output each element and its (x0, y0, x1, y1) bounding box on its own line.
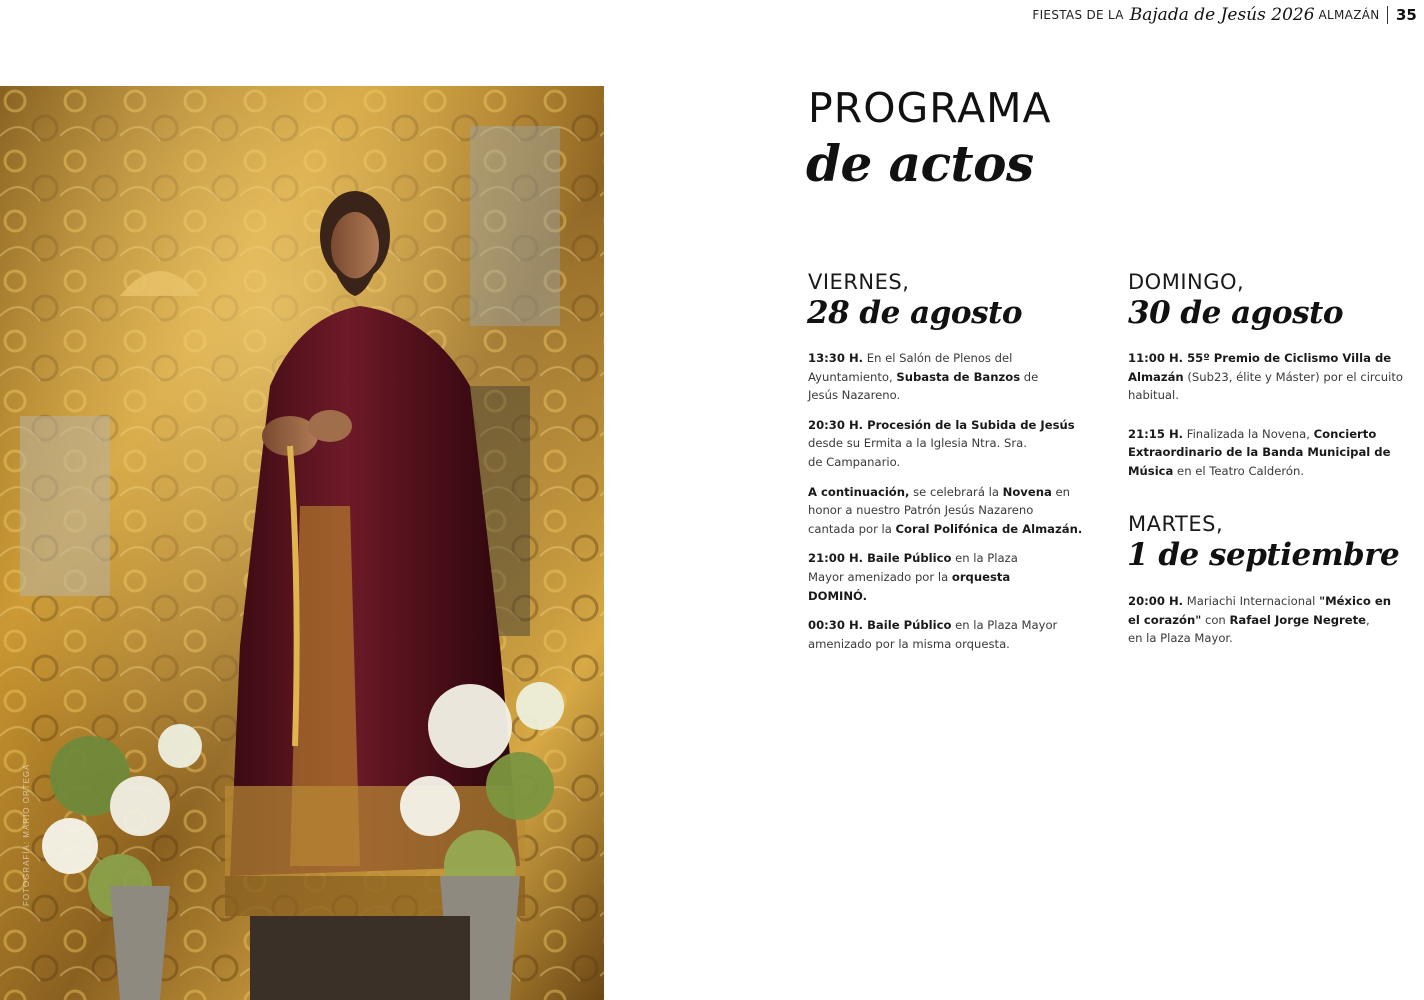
event-item: 20:00 H. Mariachi Internacional "México en el corazón" con Rafael Jorge Negrete, en la Plaza Mayor. (1128, 594, 1391, 646)
day-date-martes: 1 de septiembre (1127, 537, 1400, 573)
page-header (1032, 3, 1424, 27)
title-programa: PROGRAMA (808, 84, 1052, 132)
nazareno-illustration (0, 86, 604, 1000)
photo-credit: FOTOGRAFÍA: MARIO ORTEGA (22, 763, 31, 906)
events-martes (1128, 592, 1420, 659)
event-item: 13:30 H. En el Salón de Plenos del Ayuntamiento, Subasta de Banzos de Jesús Nazareno. (808, 351, 1039, 403)
event-item: 00:30 H. Baile Público en la Plaza Mayor amenizado por la misma orquesta. (808, 618, 1058, 651)
header-prefix: FIESTAS DE LA (1032, 8, 1124, 22)
page-number: 35 (1396, 6, 1417, 24)
header-script-title: Bajada de Jesús 2026 (1129, 5, 1315, 25)
day-name-martes: MARTES, (1128, 512, 1224, 536)
event-item: 21:15 H. Finalizada la Novena, Concierto Extraordinario de la Banda Municipal de Música en el Teatro Calderón. (1128, 426, 1391, 478)
events-domingo (1128, 349, 1420, 492)
header-divider (1387, 6, 1389, 24)
title-de-actos: de actos (806, 134, 1034, 193)
events-viernes (808, 349, 1108, 664)
event-item: 21:00 H. Baile Público en la Plaza Mayor amenizado por la orquesta DOMINÓ. (808, 551, 1018, 603)
day-date-viernes: 28 de agosto (807, 295, 1023, 331)
day-name-domingo: DOMINGO, (1128, 270, 1245, 294)
event-item: 20:30 H. Procesión de la Subida de Jesús desde su Ermita a la Iglesia Ntra. Sra. de Campanario. (808, 417, 1075, 469)
nazareno-photo (0, 86, 604, 1000)
event-item: A continuación, se celebrará la Novena en honor a nuestro Patrón Jesús Nazareno cantada por la Coral Polifónica de Almazán. (808, 484, 1083, 536)
header-town: ALMAZÁN (1318, 8, 1380, 22)
event-item: 11:00 H. 55º Premio de Ciclismo Villa de Almazán (Sub23, élite y Máster) por el circuito habitual. (1128, 351, 1404, 403)
day-date-domingo: 30 de agosto (1128, 295, 1344, 331)
day-name-viernes: VIERNES, (808, 270, 910, 294)
